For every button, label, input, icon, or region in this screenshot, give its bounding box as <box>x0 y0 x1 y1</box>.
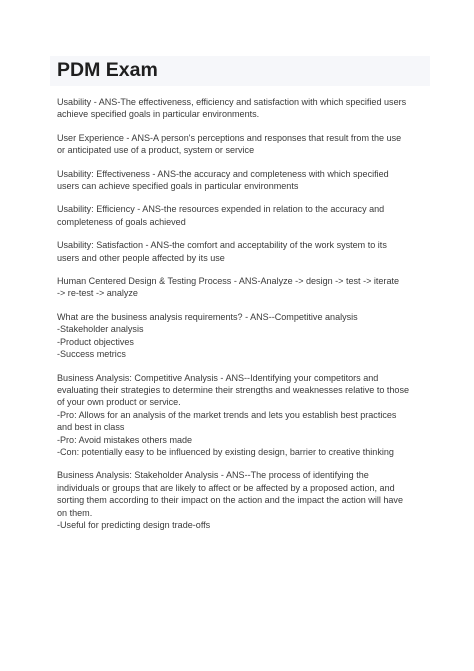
entry-text-line: Usability: Efficiency - ANS-the resources expended in relation to the accuracy and <box>57 204 385 215</box>
entry-text-line: User Experience - ANS-A person's perceptions and responses that result from the use <box>57 132 402 143</box>
entry-text-line: -Useful for predicting design trade-offs <box>57 519 211 530</box>
entry-text-line: What are the business analysis requirements? - ANS--Competitive analysis <box>57 311 358 322</box>
qa-entry <box>57 96 437 121</box>
entry-text-line: -> re-test -> analyze <box>57 288 138 299</box>
entry-text-line: completeness of goals achieved <box>57 216 186 227</box>
entry-text-line: individuals or groups that are likely to affect or be affected by a proposed action, and <box>57 482 395 493</box>
entry-text-line: Business Analysis: Competitive Analysis - ANS--Identifying your competitors and <box>57 372 379 383</box>
qa-entry <box>57 168 437 193</box>
qa-entry <box>57 469 437 531</box>
entry-text-line: -Pro: Avoid mistakes others made <box>57 434 193 445</box>
document-body <box>57 96 437 542</box>
qa-entry <box>57 203 437 228</box>
entry-text-line: -Con: potentially easy to be influenced by existing design, barrier to creative thinking <box>57 446 394 457</box>
entry-text-line: -Stakeholder analysis <box>57 324 144 335</box>
entry-text-line: -Product objectives <box>57 336 134 347</box>
entry-text-line: or anticipated use of a product, system or service <box>57 145 255 156</box>
entry-text-line: sorting them according to their impact on the action and the impact the action will have <box>57 495 403 506</box>
entry-text-line: -Success metrics <box>57 349 126 360</box>
entry-text-line: users and other people affected by its use <box>57 252 225 263</box>
entry-text-line: -Pro: Allows for an analysis of the market trends and lets you establish best practices <box>57 409 397 420</box>
title-banner <box>50 56 430 86</box>
qa-entry <box>57 275 437 300</box>
qa-entry <box>57 132 437 157</box>
page-title: PDM Exam <box>57 59 158 81</box>
entry-text-line: on them. <box>57 507 93 518</box>
qa-entry <box>57 239 437 264</box>
entry-text-line: evaluating their strategies to determine their strengths and weaknesses relative to those <box>57 384 410 395</box>
entry-text-line: achieve specified goals in particular environments. <box>57 109 260 120</box>
entry-text-line: Usability - ANS-The effectiveness, efficiency and satisfaction with which specified users <box>57 97 407 107</box>
entry-text-line: of your own product or service. <box>57 397 181 408</box>
entry-text-line: and best in class <box>57 422 125 433</box>
qa-entry <box>57 311 437 361</box>
entry-text-line: Human Centered Design & Testing Process - ANS-Analyze -> design -> test -> iterate <box>57 276 400 287</box>
qa-entry <box>57 372 437 459</box>
entry-text-line: users can achieve specified goals in particular environments <box>57 181 299 192</box>
entry-text-line: Usability: Effectiveness - ANS-the accuracy and completeness with which specified <box>57 168 389 179</box>
entry-text-line: Usability: Satisfaction - ANS-the comfort and acceptability of the work system to its <box>57 240 387 251</box>
entry-text-line: Business Analysis: Stakeholder Analysis - ANS--The process of identifying the <box>57 470 369 481</box>
